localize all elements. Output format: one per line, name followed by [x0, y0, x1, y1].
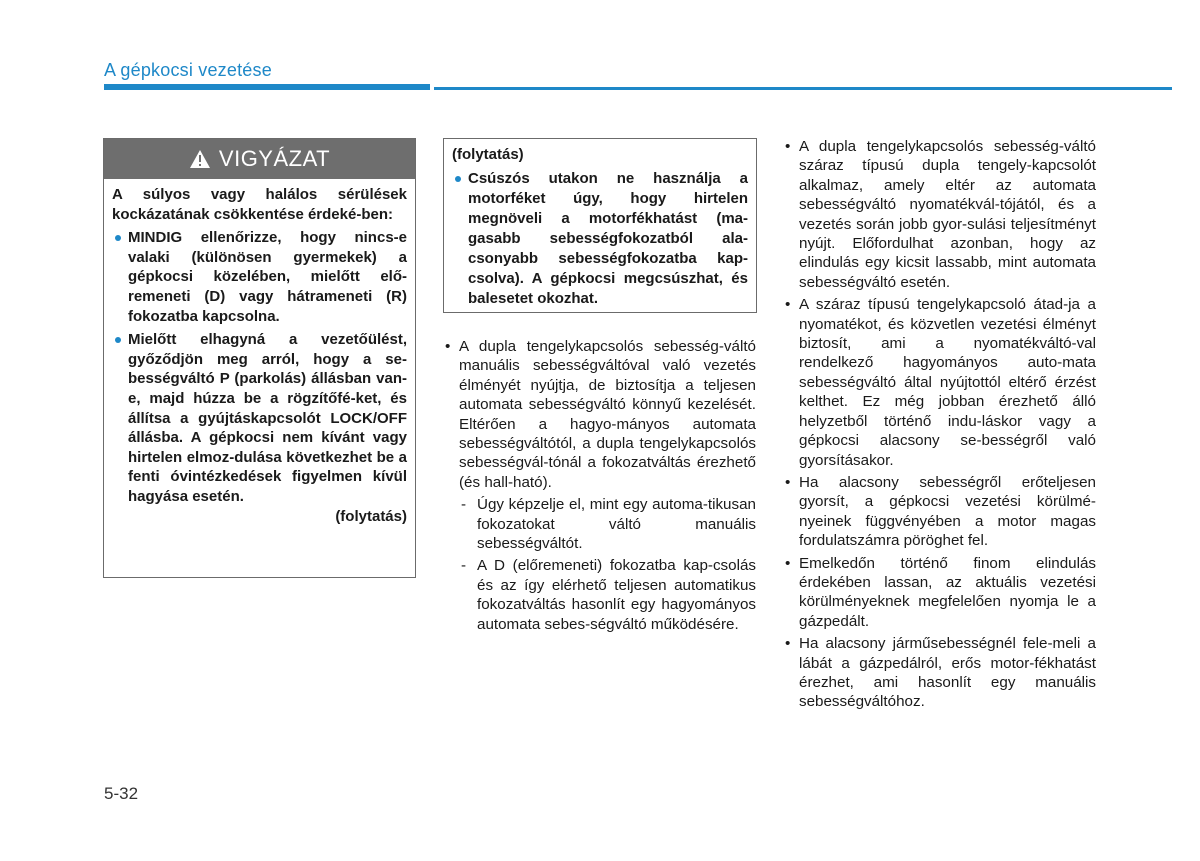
sub-list-item: - A D (előremeneti) fokozatba kap-csolás és az így elérhető teljesen automatikus fokozatváltás hasonlít egy hagyományos automata sebes-ségváltó működésére. — [461, 557, 756, 633]
list-item: • Ha alacsony járműsebességnél fele-meli a lábát a gázpedálról, erős motor-fékhatást érezhet, ami hasonlít egy manuális sebességváltóhoz. — [785, 635, 1096, 711]
list-item: • A száraz típusú tengelykapcsoló átad-ja a nyomatékot, és közvetlen vezetési élményt biztosít, ami a nyomatékváltó-val rendelkező hagyományos auto-mata sebességváltó által nyújtottól eltérő érzést kelthet. Ez még jobban érezhető álló helyzetből történő indu-láskor vagy a gépkocsi alacsony se-bességről való gyorsításakor. — [785, 296, 1096, 469]
list-item: • A dupla tengelykapcsolós sebesség-váltó száraz típusú dupla tengely-kapcsolót alkalmaz, amely eltér az automata sebességváltó nyomatékvál-tójától, és a vezetés során jobb gyor-sulási teljesítményt nyújt. Előfordulhat azonban, hogy az elindulás egy kicsit lassabb, mint automata sebességváltó esetén. — [785, 138, 1096, 291]
bullet-dot-icon — [115, 235, 121, 241]
list-item: • Emelkedőn történő finom elindulás érdekében lassan, az aktuális vezetési körülményeknek megfelelően nyomja le a gázpedált. — [785, 554, 1096, 630]
list-item: • Ha alacsony sebességről erőteljesen gyorsít, a gépkocsi vezetési körülmé-nyeinek függvényében a motor magas fordulatszámra pöröghet fel. — [785, 473, 1096, 550]
bullet-dot-icon — [115, 337, 121, 343]
warning-triangle-icon — [189, 149, 211, 169]
sub-list-item: - Úgy képzelje el, mint egy automa-tikusan fokozatokat váltó manuális sebességváltót. — [461, 496, 756, 553]
middle-column — [443, 337, 756, 637]
warning-box — [103, 138, 416, 578]
warning-header — [104, 139, 415, 179]
warning-title: VIGYÁZAT — [218, 146, 331, 171]
continued-warning-box — [443, 138, 757, 313]
list-item: • A dupla tengelykapcsolós sebesség-váltó manuális sebességváltóval való vezetés élményét nyújtja, de biztosítja a teljesen automata sebességváltó könnyű kezelését. Eltérően a hagyo-mányos automata sebességváltótól, a dupla tengelykapcsolós sebességvál-tónál a fokozatváltás érezhető (és hall-ható). — [445, 338, 756, 491]
continued-bullet: Csúszós utakon ne használja a motorféket úgy, hogy hirtelen megnöveli a motorfékhatást (ma-gasabb sebességfokozatból ala-csonyabb sebességfokozatba kap-csolva). A gépkocsi megcsúszhat, és balesetet okozhat. — [452, 169, 748, 309]
warning-bullet: MINDIG ellenőrizze, hogy nincs-e valaki (különösen gyermekek) a gépkocsi közelében, mielőtt elő-remeneti (D) vagy hátrameneti (R) fokozatba kapcsolna. — [112, 228, 407, 326]
warning-continued: (folytatás) — [335, 507, 407, 525]
header-rule-thin — [434, 87, 1172, 90]
header-rule-thick — [104, 84, 430, 90]
right-column — [783, 137, 1096, 715]
warning-bullet: Mielőtt elhagyná a vezetőülést, győződjön meg arról, hogy a se-bességváltó P (parkolás) állásban van-e, majd húzza be a rögzítőfé-ket, és állítsa a gyújtáskapcsolót LOCK/OFF állásba. A gépkocsi nem kívánt vagy hirtelen elmoz-dulása következhet be a fenti óvintézkedések figyelmen kívül hagyása esetén. — [112, 330, 407, 506]
page-number: 5-32 — [104, 784, 139, 803]
section-title: A gépkocsi vezetése — [104, 60, 272, 80]
bullet-dot-icon — [455, 176, 461, 182]
continued-heading: (folytatás) — [452, 146, 524, 163]
warning-intro: A súlyos vagy halálos sérülések kockázatának csökkentése érdeké-ben: — [112, 186, 407, 223]
